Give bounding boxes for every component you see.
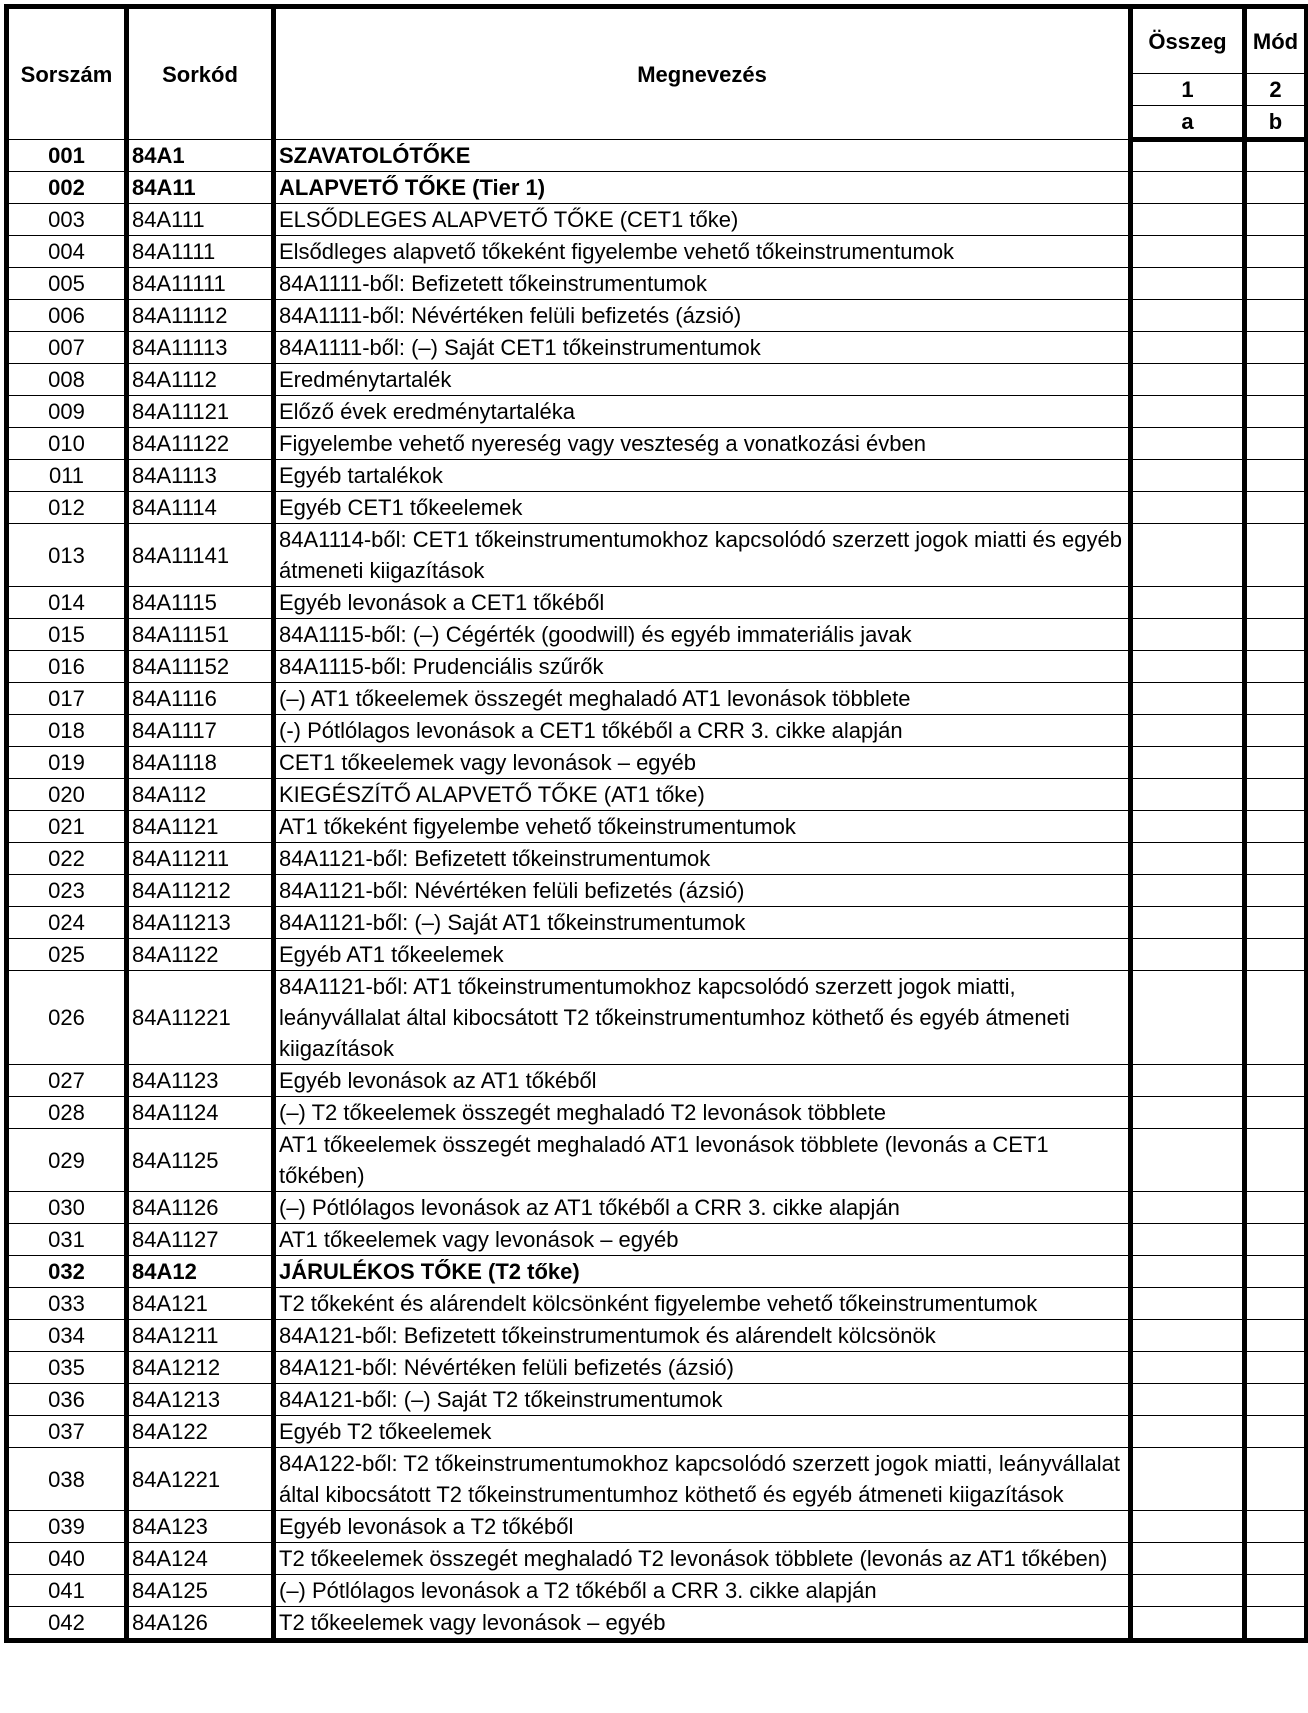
- row-sorkod: 84A1111: [127, 236, 274, 268]
- header-sorkod: Sorkód: [127, 7, 274, 140]
- row-megnevezes: (–) AT1 tőkeelemek összegét meghaladó AT1 levonások többlete: [274, 683, 1131, 715]
- table-row: [7, 204, 1307, 236]
- table-row: [7, 1097, 1307, 1129]
- table-row: [7, 811, 1307, 843]
- table-row: [7, 1129, 1307, 1192]
- table-row: [7, 843, 1307, 875]
- row-osszeg-cell[interactable]: [1131, 683, 1245, 715]
- row-sorszam: 020: [7, 779, 127, 811]
- table-row: [7, 1192, 1307, 1224]
- row-sorkod: 84A1121: [127, 811, 274, 843]
- row-osszeg-cell[interactable]: [1131, 1448, 1245, 1511]
- row-mod-cell[interactable]: [1245, 268, 1307, 300]
- row-sorszam: 036: [7, 1384, 127, 1416]
- row-mod-cell[interactable]: [1245, 1543, 1307, 1575]
- table-row: [7, 1320, 1307, 1352]
- row-osszeg-cell[interactable]: [1131, 651, 1245, 683]
- table-row: [7, 1607, 1307, 1641]
- row-mod-cell[interactable]: [1245, 1288, 1307, 1320]
- table-row: [7, 1352, 1307, 1384]
- row-sorkod: 84A1212: [127, 1352, 274, 1384]
- row-sorkod: 84A11: [127, 172, 274, 204]
- table-row: [7, 332, 1307, 364]
- row-sorkod: 84A1113: [127, 460, 274, 492]
- row-mod-cell[interactable]: [1245, 619, 1307, 651]
- row-sorszam: 039: [7, 1511, 127, 1543]
- row-mod-cell[interactable]: [1245, 204, 1307, 236]
- row-osszeg-cell[interactable]: [1131, 1288, 1245, 1320]
- row-megnevezes: 84A121-ből: (–) Saját T2 tőkeinstrumentumok: [274, 1384, 1131, 1416]
- table-row: [7, 1224, 1307, 1256]
- row-osszeg-cell[interactable]: [1131, 332, 1245, 364]
- row-mod-cell[interactable]: [1245, 1416, 1307, 1448]
- row-osszeg-cell[interactable]: [1131, 1224, 1245, 1256]
- table-row: [7, 779, 1307, 811]
- row-megnevezes: SZAVATOLÓTŐKE: [274, 140, 1131, 172]
- row-osszeg-cell[interactable]: [1131, 907, 1245, 939]
- table-header: [7, 7, 1307, 140]
- row-osszeg-cell[interactable]: [1131, 1511, 1245, 1543]
- row-osszeg-cell[interactable]: [1131, 1543, 1245, 1575]
- table-row: [7, 1384, 1307, 1416]
- table-body: [7, 140, 1307, 1641]
- header-megnevezes: Megnevezés: [274, 7, 1131, 140]
- row-sorszam: 042: [7, 1607, 127, 1641]
- row-osszeg-cell[interactable]: [1131, 1575, 1245, 1607]
- row-mod-cell[interactable]: [1245, 396, 1307, 428]
- row-mod-cell[interactable]: [1245, 1192, 1307, 1224]
- row-mod-cell[interactable]: [1245, 1575, 1307, 1607]
- table-row: [7, 428, 1307, 460]
- row-sorkod: 84A123: [127, 1511, 274, 1543]
- row-megnevezes: Egyéb CET1 tőkeelemek: [274, 492, 1131, 524]
- row-sorszam: 009: [7, 396, 127, 428]
- row-mod-cell[interactable]: [1245, 524, 1307, 587]
- row-osszeg-cell[interactable]: [1131, 1097, 1245, 1129]
- row-megnevezes: T2 tőkeként és alárendelt kölcsönként figyelembe vehető tőkeinstrumentumok: [274, 1288, 1131, 1320]
- row-sorkod: 84A11111: [127, 268, 274, 300]
- row-sorszam: 001: [7, 140, 127, 172]
- row-mod-cell[interactable]: [1245, 1607, 1307, 1641]
- row-sorkod: 84A125: [127, 1575, 274, 1607]
- row-sorszam: 035: [7, 1352, 127, 1384]
- row-megnevezes: Egyéb levonások az AT1 tőkéből: [274, 1065, 1131, 1097]
- table-row: [7, 683, 1307, 715]
- row-sorkod: 84A11212: [127, 875, 274, 907]
- table-row: [7, 1288, 1307, 1320]
- row-sorszam: 022: [7, 843, 127, 875]
- row-mod-cell[interactable]: [1245, 779, 1307, 811]
- header-col1-letter: a: [1131, 106, 1245, 140]
- row-sorszam: 028: [7, 1097, 127, 1129]
- row-mod-cell[interactable]: [1245, 907, 1307, 939]
- row-megnevezes: 84A121-ből: Névértéken felüli befizetés (ázsió): [274, 1352, 1131, 1384]
- row-megnevezes: JÁRULÉKOS TŐKE (T2 tőke): [274, 1256, 1131, 1288]
- row-sorszam: 012: [7, 492, 127, 524]
- row-osszeg-cell[interactable]: [1131, 300, 1245, 332]
- table-row: [7, 747, 1307, 779]
- row-sorszam: 029: [7, 1129, 127, 1192]
- row-megnevezes: Eredménytartalék: [274, 364, 1131, 396]
- row-sorszam: 004: [7, 236, 127, 268]
- row-megnevezes: Elsődleges alapvető tőkeként figyelembe vehető tőkeinstrumentumok: [274, 236, 1131, 268]
- row-mod-cell[interactable]: [1245, 428, 1307, 460]
- row-sorkod: 84A11221: [127, 971, 274, 1065]
- table-row: [7, 715, 1307, 747]
- row-sorkod: 84A11112: [127, 300, 274, 332]
- row-mod-cell[interactable]: [1245, 332, 1307, 364]
- header-osszeg: Összeg: [1131, 7, 1245, 74]
- row-osszeg-cell[interactable]: [1131, 587, 1245, 619]
- row-sorszam: 041: [7, 1575, 127, 1607]
- row-megnevezes: 84A1121-ből: (–) Saját AT1 tőkeinstrumentumok: [274, 907, 1131, 939]
- row-mod-cell[interactable]: [1245, 1352, 1307, 1384]
- row-megnevezes: 84A1111-ből: (–) Saját CET1 tőkeinstrumentumok: [274, 332, 1131, 364]
- row-megnevezes: (–) T2 tőkeelemek összegét meghaladó T2 levonások többlete: [274, 1097, 1131, 1129]
- header-col2-number: 2: [1245, 74, 1307, 106]
- table-row: [7, 1511, 1307, 1543]
- table-row: [7, 907, 1307, 939]
- row-mod-cell[interactable]: [1245, 1097, 1307, 1129]
- row-sorkod: 84A1211: [127, 1320, 274, 1352]
- row-mod-cell[interactable]: [1245, 140, 1307, 172]
- row-sorszam: 017: [7, 683, 127, 715]
- row-sorkod: 84A1125: [127, 1129, 274, 1192]
- row-sorkod: 84A1117: [127, 715, 274, 747]
- table-row: [7, 971, 1307, 1065]
- row-megnevezes: Előző évek eredménytartaléka: [274, 396, 1131, 428]
- row-osszeg-cell[interactable]: [1131, 1352, 1245, 1384]
- header-mod: Mód: [1245, 7, 1307, 74]
- table-row: [7, 492, 1307, 524]
- row-sorkod: 84A11211: [127, 843, 274, 875]
- row-megnevezes: Egyéb levonások a CET1 tőkéből: [274, 587, 1131, 619]
- row-osszeg-cell[interactable]: [1131, 236, 1245, 268]
- row-mod-cell[interactable]: [1245, 492, 1307, 524]
- table-row: [7, 460, 1307, 492]
- row-megnevezes: T2 tőkeelemek vagy levonások – egyéb: [274, 1607, 1131, 1641]
- row-sorszam: 013: [7, 524, 127, 587]
- row-sorszam: 008: [7, 364, 127, 396]
- table-row: [7, 524, 1307, 587]
- row-osszeg-cell[interactable]: [1131, 172, 1245, 204]
- row-megnevezes: 84A1121-ből: Befizetett tőkeinstrumentumok: [274, 843, 1131, 875]
- row-megnevezes: AT1 tőkeelemek vagy levonások – egyéb: [274, 1224, 1131, 1256]
- capital-table: [4, 4, 1308, 1643]
- row-sorszam: 037: [7, 1416, 127, 1448]
- row-mod-cell[interactable]: [1245, 971, 1307, 1065]
- row-sorszam: 024: [7, 907, 127, 939]
- row-mod-cell[interactable]: [1245, 1448, 1307, 1511]
- row-megnevezes: (–) Pótlólagos levonások az AT1 tőkéből a CRR 3. cikke alapján: [274, 1192, 1131, 1224]
- row-sorkod: 84A11152: [127, 651, 274, 683]
- table-row: [7, 300, 1307, 332]
- row-megnevezes: 84A1121-ből: Névértéken felüli befizetés (ázsió): [274, 875, 1131, 907]
- row-sorkod: 84A11213: [127, 907, 274, 939]
- row-sorszam: 014: [7, 587, 127, 619]
- table-row: [7, 140, 1307, 172]
- row-sorkod: 84A1213: [127, 1384, 274, 1416]
- row-megnevezes: CET1 tőkeelemek vagy levonások – egyéb: [274, 747, 1131, 779]
- row-sorszam: 010: [7, 428, 127, 460]
- row-megnevezes: (-) Pótlólagos levonások a CET1 tőkéből a CRR 3. cikke alapján: [274, 715, 1131, 747]
- row-megnevezes: 84A1111-ből: Névértéken felüli befizetés (ázsió): [274, 300, 1131, 332]
- row-sorkod: 84A1: [127, 140, 274, 172]
- table-row: [7, 364, 1307, 396]
- row-sorkod: 84A126: [127, 1607, 274, 1641]
- table-row: [7, 1575, 1307, 1607]
- row-megnevezes: 84A121-ből: Befizetett tőkeinstrumentumok és alárendelt kölcsönök: [274, 1320, 1131, 1352]
- row-sorszam: 031: [7, 1224, 127, 1256]
- row-osszeg-cell[interactable]: [1131, 1256, 1245, 1288]
- row-sorkod: 84A11121: [127, 396, 274, 428]
- row-sorszam: 021: [7, 811, 127, 843]
- row-sorszam: 030: [7, 1192, 127, 1224]
- table-row: [7, 619, 1307, 651]
- row-sorszam: 019: [7, 747, 127, 779]
- row-sorkod: 84A1114: [127, 492, 274, 524]
- header-col1-number: 1: [1131, 74, 1245, 106]
- table-row: [7, 396, 1307, 428]
- row-osszeg-cell[interactable]: [1131, 1384, 1245, 1416]
- row-megnevezes: 84A1115-ből: (–) Cégérték (goodwill) és egyéb immateriális javak: [274, 619, 1131, 651]
- row-osszeg-cell[interactable]: [1131, 1320, 1245, 1352]
- row-mod-cell[interactable]: [1245, 1511, 1307, 1543]
- row-sorszam: 006: [7, 300, 127, 332]
- row-sorkod: 84A11151: [127, 619, 274, 651]
- row-sorkod: 84A11122: [127, 428, 274, 460]
- row-mod-cell[interactable]: [1245, 939, 1307, 971]
- row-osszeg-cell[interactable]: [1131, 1129, 1245, 1192]
- table-row: [7, 1543, 1307, 1575]
- row-osszeg-cell[interactable]: [1131, 268, 1245, 300]
- row-sorszam: 033: [7, 1288, 127, 1320]
- row-mod-cell[interactable]: [1245, 1384, 1307, 1416]
- row-sorszam: 007: [7, 332, 127, 364]
- row-megnevezes: AT1 tőkeelemek összegét meghaladó AT1 levonások többlete (levonás a CET1 tőkében): [274, 1129, 1131, 1192]
- row-megnevezes: T2 tőkeelemek összegét meghaladó T2 levonások többlete (levonás az AT1 tőkében): [274, 1543, 1131, 1575]
- row-osszeg-cell[interactable]: [1131, 843, 1245, 875]
- row-megnevezes: 84A1121-ből: AT1 tőkeinstrumentumokhoz kapcsolódó szerzett jogok miatti, leányvállalat által kibocsátott T2 tőkeinstrumentumhoz köthető és egyéb átmeneti kiigazítások: [274, 971, 1131, 1065]
- row-mod-cell[interactable]: [1245, 875, 1307, 907]
- header-sorszam: Sorszám: [7, 7, 127, 140]
- row-osszeg-cell[interactable]: [1131, 747, 1245, 779]
- row-sorszam: 027: [7, 1065, 127, 1097]
- row-mod-cell[interactable]: [1245, 843, 1307, 875]
- row-sorszam: 018: [7, 715, 127, 747]
- row-sorkod: 84A1118: [127, 747, 274, 779]
- table-row: [7, 1448, 1307, 1511]
- row-osszeg-cell[interactable]: [1131, 971, 1245, 1065]
- row-sorszam: 034: [7, 1320, 127, 1352]
- row-osszeg-cell[interactable]: [1131, 779, 1245, 811]
- table-row: [7, 172, 1307, 204]
- row-sorkod: 84A1126: [127, 1192, 274, 1224]
- row-mod-cell[interactable]: [1245, 1065, 1307, 1097]
- row-sorszam: 015: [7, 619, 127, 651]
- row-megnevezes: 84A1114-ből: CET1 tőkeinstrumentumokhoz kapcsolódó szerzett jogok miatti és egyéb átmeneti kiigazítások: [274, 524, 1131, 587]
- row-mod-cell[interactable]: [1245, 715, 1307, 747]
- row-osszeg-cell[interactable]: [1131, 364, 1245, 396]
- table-row: [7, 1256, 1307, 1288]
- row-sorkod: 84A1123: [127, 1065, 274, 1097]
- row-sorszam: 005: [7, 268, 127, 300]
- row-sorszam: 016: [7, 651, 127, 683]
- row-osszeg-cell[interactable]: [1131, 492, 1245, 524]
- table-row: [7, 587, 1307, 619]
- row-osszeg-cell[interactable]: [1131, 1416, 1245, 1448]
- row-sorszam: 002: [7, 172, 127, 204]
- row-megnevezes: ELSŐDLEGES ALAPVETŐ TŐKE (CET1 tőke): [274, 204, 1131, 236]
- table-row: [7, 268, 1307, 300]
- row-mod-cell[interactable]: [1245, 1320, 1307, 1352]
- row-megnevezes: AT1 tőkeként figyelembe vehető tőkeinstrumentumok: [274, 811, 1131, 843]
- row-sorszam: 003: [7, 204, 127, 236]
- row-mod-cell[interactable]: [1245, 811, 1307, 843]
- row-sorszam: 025: [7, 939, 127, 971]
- table-row: [7, 875, 1307, 907]
- row-megnevezes: KIEGÉSZÍTŐ ALAPVETŐ TŐKE (AT1 tőke): [274, 779, 1131, 811]
- row-osszeg-cell[interactable]: [1131, 875, 1245, 907]
- table-row: [7, 939, 1307, 971]
- row-osszeg-cell[interactable]: [1131, 204, 1245, 236]
- row-osszeg-cell[interactable]: [1131, 715, 1245, 747]
- row-megnevezes: Egyéb AT1 tőkeelemek: [274, 939, 1131, 971]
- row-megnevezes: Figyelembe vehető nyereség vagy veszteség a vonatkozási évben: [274, 428, 1131, 460]
- row-sorkod: 84A1115: [127, 587, 274, 619]
- row-megnevezes: Egyéb levonások a T2 tőkéből: [274, 1511, 1131, 1543]
- row-sorszam: 011: [7, 460, 127, 492]
- row-osszeg-cell[interactable]: [1131, 460, 1245, 492]
- row-mod-cell[interactable]: [1245, 1256, 1307, 1288]
- row-mod-cell[interactable]: [1245, 172, 1307, 204]
- row-megnevezes: 84A1111-ből: Befizetett tőkeinstrumentumok: [274, 268, 1131, 300]
- row-osszeg-cell[interactable]: [1131, 939, 1245, 971]
- header-col2-letter: b: [1245, 106, 1307, 140]
- row-megnevezes: Egyéb T2 tőkeelemek: [274, 1416, 1131, 1448]
- row-mod-cell[interactable]: [1245, 300, 1307, 332]
- row-sorkod: 84A121: [127, 1288, 274, 1320]
- row-mod-cell[interactable]: [1245, 747, 1307, 779]
- row-sorkod: 84A11113: [127, 332, 274, 364]
- row-sorkod: 84A12: [127, 1256, 274, 1288]
- row-sorkod: 84A111: [127, 204, 274, 236]
- row-sorkod: 84A1127: [127, 1224, 274, 1256]
- row-osszeg-cell[interactable]: [1131, 524, 1245, 587]
- table-row: [7, 651, 1307, 683]
- row-osszeg-cell[interactable]: [1131, 396, 1245, 428]
- row-mod-cell[interactable]: [1245, 364, 1307, 396]
- row-sorkod: 84A1112: [127, 364, 274, 396]
- row-mod-cell[interactable]: [1245, 1129, 1307, 1192]
- row-sorkod: 84A1221: [127, 1448, 274, 1511]
- row-sorkod: 84A124: [127, 1543, 274, 1575]
- row-megnevezes: ALAPVETŐ TŐKE (Tier 1): [274, 172, 1131, 204]
- row-osszeg-cell[interactable]: [1131, 619, 1245, 651]
- row-mod-cell[interactable]: [1245, 651, 1307, 683]
- row-sorkod: 84A122: [127, 1416, 274, 1448]
- row-sorkod: 84A1124: [127, 1097, 274, 1129]
- row-osszeg-cell[interactable]: [1131, 140, 1245, 172]
- row-osszeg-cell[interactable]: [1131, 1192, 1245, 1224]
- row-osszeg-cell[interactable]: [1131, 811, 1245, 843]
- row-megnevezes: Egyéb tartalékok: [274, 460, 1131, 492]
- row-sorszam: 040: [7, 1543, 127, 1575]
- row-sorszam: 032: [7, 1256, 127, 1288]
- row-megnevezes: 84A1115-ből: Prudenciális szűrők: [274, 651, 1131, 683]
- row-sorszam: 026: [7, 971, 127, 1065]
- row-megnevezes: (–) Pótlólagos levonások a T2 tőkéből a CRR 3. cikke alapján: [274, 1575, 1131, 1607]
- row-sorkod: 84A11141: [127, 524, 274, 587]
- row-sorkod: 84A112: [127, 779, 274, 811]
- table-row: [7, 236, 1307, 268]
- row-osszeg-cell[interactable]: [1131, 1607, 1245, 1641]
- row-mod-cell[interactable]: [1245, 460, 1307, 492]
- row-mod-cell[interactable]: [1245, 236, 1307, 268]
- row-sorszam: 023: [7, 875, 127, 907]
- row-osszeg-cell[interactable]: [1131, 1065, 1245, 1097]
- row-osszeg-cell[interactable]: [1131, 428, 1245, 460]
- table-row: [7, 1416, 1307, 1448]
- row-mod-cell[interactable]: [1245, 1224, 1307, 1256]
- row-sorkod: 84A1122: [127, 939, 274, 971]
- row-sorkod: 84A1116: [127, 683, 274, 715]
- row-megnevezes: 84A122-ből: T2 tőkeinstrumentumokhoz kapcsolódó szerzett jogok miatti, leányvállalat által kibocsátott T2 tőkeinstrumentumhoz köthető és egyéb átmeneti kiigazítások: [274, 1448, 1131, 1511]
- table-row: [7, 1065, 1307, 1097]
- row-mod-cell[interactable]: [1245, 683, 1307, 715]
- row-sorszam: 038: [7, 1448, 127, 1511]
- row-mod-cell[interactable]: [1245, 587, 1307, 619]
